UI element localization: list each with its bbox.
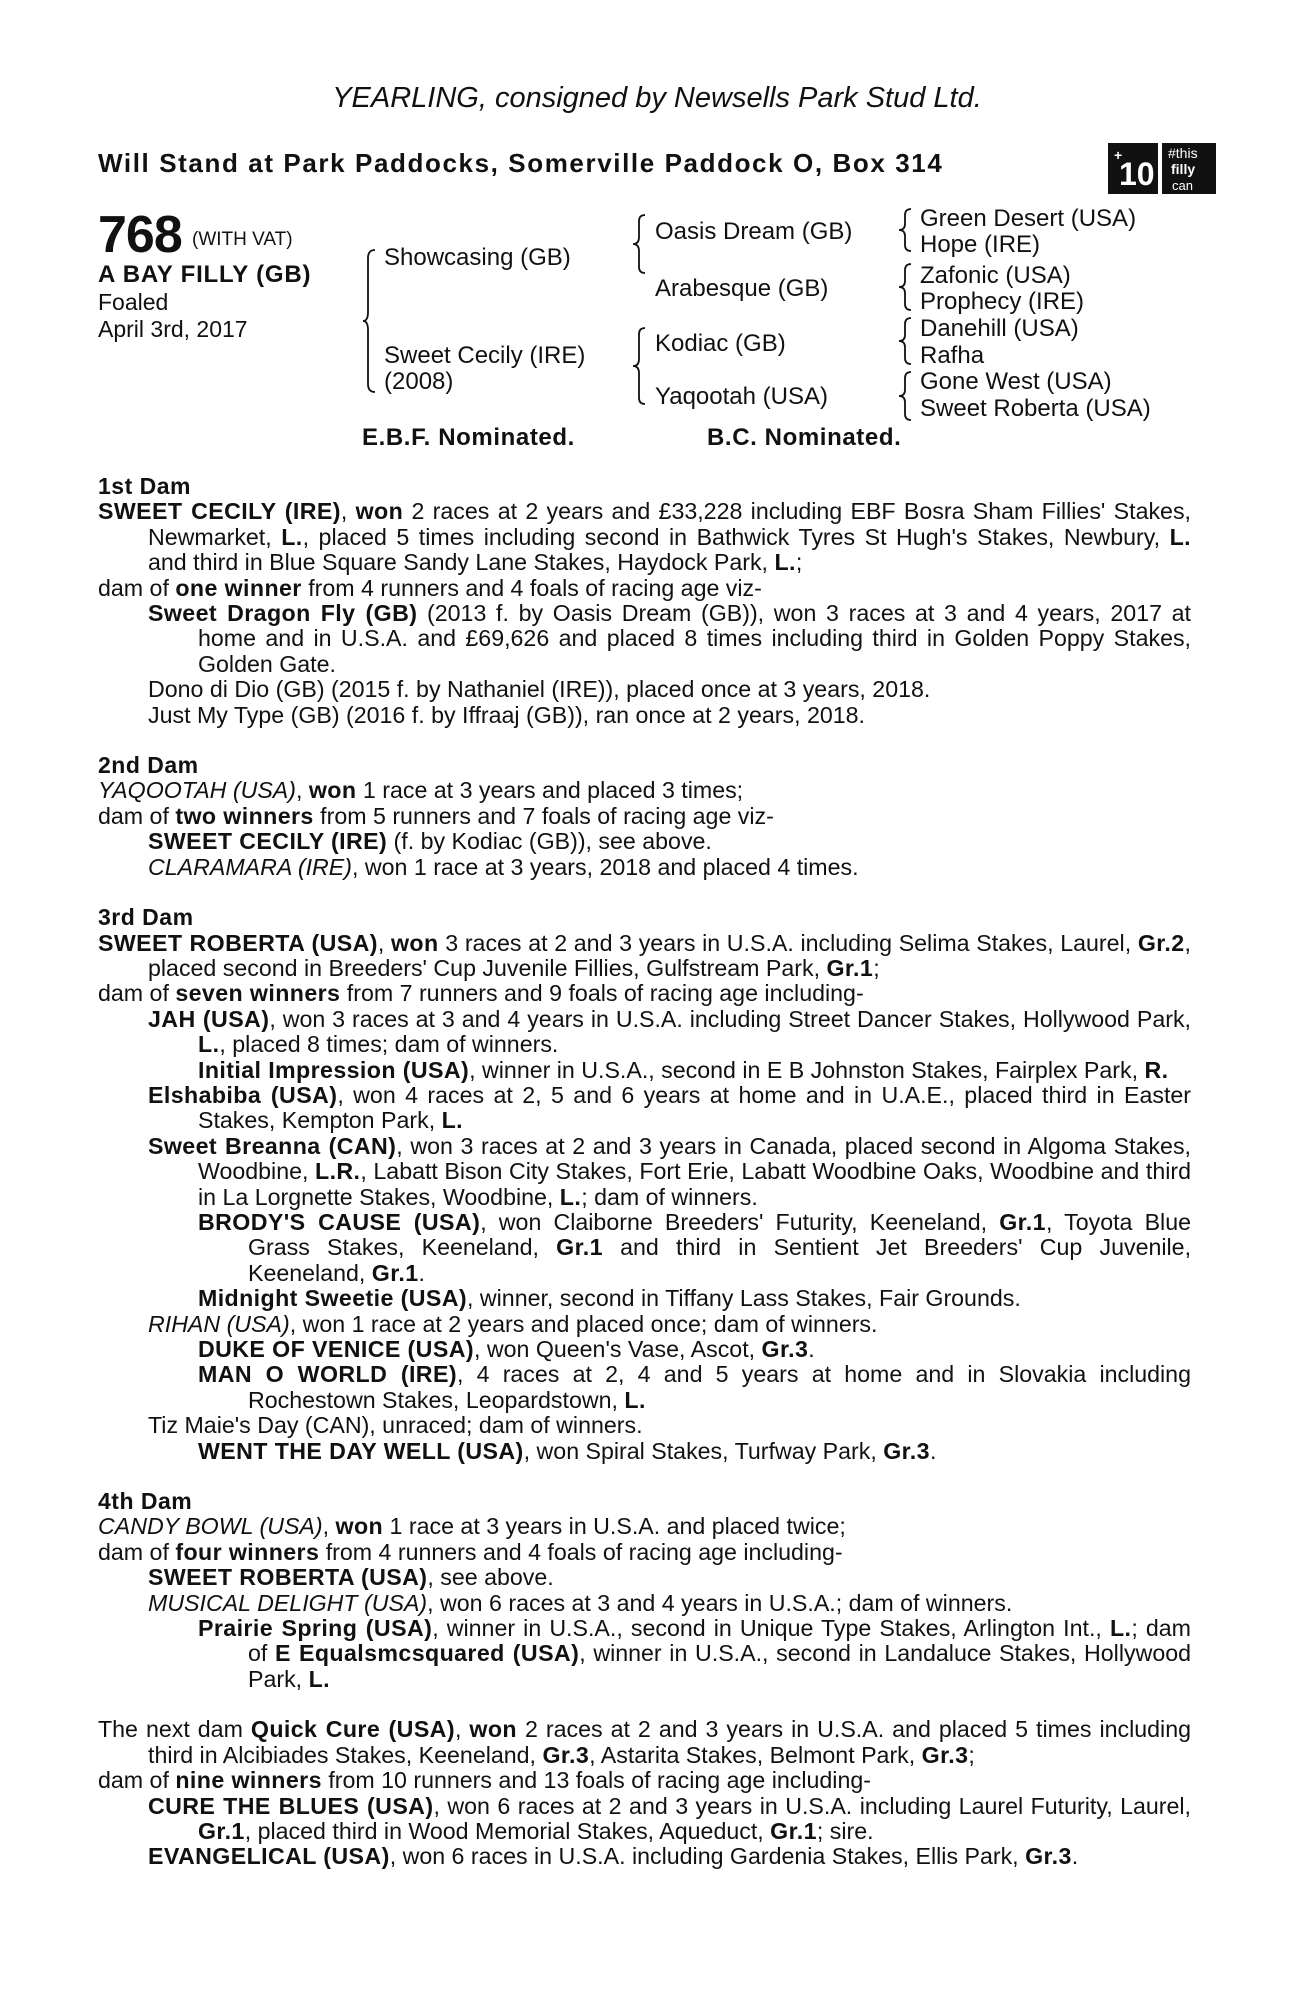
- pedigree-bracket-dam: [632, 326, 646, 406]
- fourth-dam-heading: 4th Dam: [98, 1488, 193, 1515]
- bc-nominated: B.C. Nominated.: [707, 424, 902, 451]
- sire-dam: Arabesque (GB): [655, 275, 829, 302]
- second-dam-record: YAQOOTAH (USA), won 1 race at 3 years and placed 3 times;: [98, 777, 744, 804]
- sire-sire-dam: Hope (IRE): [920, 231, 1041, 258]
- produce-entry: Midnight Sweetie (USA), winner, second in Tiffany Lass Stakes, Fair Grounds.: [198, 1285, 1021, 1312]
- produce-entry: SWEET ROBERTA (USA), see above.: [148, 1564, 554, 1591]
- pedigree-bracket-sd: [898, 262, 912, 312]
- dam-sire-dam: Rafha: [920, 342, 985, 369]
- produce-entry: CURE THE BLUES (USA), won 6 races at 2 and 3 years in U.S.A. including Laurel Futurity, Laurel, Gr.1, placed third in Wood Memorial Stakes, Aqueduct, Gr.1; sire.: [148, 1792, 1191, 1844]
- lot-name: A BAY FILLY (GB): [98, 261, 312, 288]
- produce-entry: WENT THE DAY WELL (USA), won Spiral Stakes, Turfway Park, Gr.3.: [198, 1437, 937, 1464]
- foaled-date: April 3rd, 2017: [98, 316, 248, 342]
- produce-entry: BRODY'S CAUSE (USA), won Claiborne Breeders' Futurity, Keeneland, Gr.1, Toyota Blue Grass Stakes, Keeneland, Gr.1 and third in Sentient Jet Breeders' Cup Juvenile, Keeneland, Gr.1.: [198, 1208, 1192, 1286]
- produce-entry: Just My Type (GB) (2016 f. by Iffraaj (GB)), ran once at 2 years, 2018.: [148, 701, 865, 728]
- pedigree-bracket-gen1: [362, 248, 376, 394]
- dam-dam-sire: Gone West (USA): [920, 368, 1112, 395]
- next-dam-record: The next dam Quick Cure (USA), won 2 races at 2 and 3 years in U.S.A. and placed 5 times including third in Alcibiades Stakes, Keeneland, Gr.3, Astarita Stakes, Belmont Park, Gr.3;: [98, 1716, 1191, 1768]
- produce-entry: Elshabiba (USA), won 4 races at 2, 5 and 6 years at home and in U.A.E., placed third in Easter Stakes, Kempton Park, L.: [148, 1081, 1191, 1134]
- dam-year: (2008): [384, 368, 454, 395]
- catalogue-text: [98, 474, 1191, 1870]
- svg-text:#this: #this: [1168, 145, 1198, 161]
- stand-location: Will Stand at Park Paddocks, Somerville Paddock O, Box 314: [98, 148, 944, 178]
- svg-text:+: +: [1114, 147, 1123, 163]
- third-dam-produce-summary: dam of seven winners from 7 runners and 9 foals of racing age including-: [98, 980, 864, 1007]
- produce-entry: MUSICAL DELIGHT (USA), won 6 races at 3 and 4 years in U.S.A.; dam of winners.: [148, 1589, 1013, 1616]
- produce-entry: EVANGELICAL (USA), won 6 races in U.S.A. including Gardenia Stakes, Ellis Park, Gr.3.: [148, 1843, 1079, 1870]
- sire: Showcasing (GB): [384, 244, 571, 271]
- svg-text:10: 10: [1119, 156, 1155, 192]
- sire-dam-dam: Prophecy (IRE): [920, 288, 1085, 315]
- first-dam-heading: 1st Dam: [98, 473, 191, 499]
- fourth-dam-produce-summary: dam of four winners from 4 runners and 4 foals of racing age including-: [98, 1538, 843, 1565]
- dam-sire-sire: Danehill (USA): [920, 315, 1079, 342]
- produce-entry: Sweet Dragon Fly (GB) (2013 f. by Oasis Dream (GB)), won 3 races at 3 and 4 years, 2017 at home and in U.S.A. and £69,626 and placed 8 times including third in Golden Poppy Stakes, Golden Gate.: [148, 600, 1191, 677]
- produce-entry: CLARAMARA (IRE), won 1 race at 3 years, 2018 and placed 4 times.: [148, 853, 859, 880]
- pedigree-bracket-dd: [898, 370, 912, 422]
- this-filly-can-logo: [1108, 143, 1216, 194]
- produce-entry: Sweet Breanna (CAN), won 3 races at 2 and 3 years in Canada, placed second in Algoma Stakes, Woodbine, L.R., Labatt Bison City Stakes, Fort Erie, Labatt Woodbine Oaks, Woodbine and third in La Lorgnette Stakes, Woodbine, L.; dam of winners.: [148, 1132, 1191, 1210]
- produce-entry: Tiz Maie's Day (CAN), unraced; dam of winners.: [148, 1412, 643, 1439]
- sire-dam-sire: Zafonic (USA): [920, 262, 1071, 289]
- first-dam-produce-summary: dam of one winner from 4 runners and 4 foals of racing age viz-: [98, 574, 762, 601]
- svg-text:can: can: [1172, 178, 1193, 193]
- lot-number: 768: [98, 206, 182, 264]
- pedigree-bracket-ds: [898, 316, 912, 366]
- vat-label: (WITH VAT): [192, 229, 293, 250]
- produce-entry: SWEET CECILY (IRE) (f. by Kodiac (GB)), see above.: [148, 828, 712, 855]
- dam-sire: Kodiac (GB): [655, 330, 786, 357]
- second-dam-heading: 2nd Dam: [98, 752, 199, 779]
- dam-dam: Yaqootah (USA): [655, 383, 828, 410]
- svg-text:filly: filly: [1171, 161, 1196, 177]
- first-dam-record: SWEET CECILY (IRE), won 2 races at 2 years and £33,228 including EBF Bosra Sham Fillies' Stakes, Newmarket, L., placed 5 times including second in Bathwick Tyres St Hugh's Stakes, Newbury, L. and third in Blue Square Sandy Lane Stakes, Haydock Park, L.;: [98, 498, 1191, 576]
- produce-entry: Initial Impression (USA), winner in U.S.A., second in E B Johnston Stakes, Fairplex Park, R.: [198, 1056, 1169, 1083]
- third-dam-record: SWEET ROBERTA (USA), won 3 races at 2 and 3 years in U.S.A. including Selima Stakes, Laurel, Gr.2, placed second in Breeders' Cup Juvenile Fillies, Gulfstream Park, Gr.1;: [98, 929, 1191, 981]
- sire-sire: Oasis Dream (GB): [655, 218, 853, 245]
- consignor-line: YEARLING, consigned by Newsells Park Stud Ltd.: [332, 82, 982, 114]
- next-dam-produce-summary: dam of nine winners from 10 runners and 13 foals of racing age including-: [98, 1767, 871, 1794]
- dam: Sweet Cecily (IRE): [384, 342, 586, 369]
- produce-entry: Dono di Dio (GB) (2015 f. by Nathaniel (IRE)), placed once at 3 years, 2018.: [148, 676, 931, 703]
- third-dam-heading: 3rd Dam: [98, 904, 194, 931]
- second-dam-produce-summary: dam of two winners from 5 runners and 7 foals of racing age viz-: [98, 802, 774, 829]
- produce-entry: RIHAN (USA), won 1 race at 2 years and placed once; dam of winners.: [148, 1310, 878, 1337]
- produce-entry: MAN O WORLD (IRE), 4 races at 2, 4 and 5 years at home and in Slovakia including Rochestown Stakes, Leopardstown, L.: [198, 1361, 1191, 1413]
- dam-dam-dam: Sweet Roberta (USA): [920, 395, 1151, 422]
- produce-entry: DUKE OF VENICE (USA), won Queen's Vase, Ascot, Gr.3.: [198, 1336, 815, 1362]
- produce-entry: JAH (USA), won 3 races at 3 and 4 years in U.S.A. including Street Dancer Stakes, Hollywood Park, L., placed 8 times; dam of winners.: [148, 1005, 1191, 1058]
- fourth-dam-record: CANDY BOWL (USA), won 1 race at 3 years in U.S.A. and placed twice;: [98, 1513, 846, 1540]
- ebf-nominated: E.B.F. Nominated.: [362, 424, 575, 451]
- sire-sire-sire: Green Desert (USA): [920, 205, 1137, 232]
- pedigree-bracket-sire: [632, 213, 646, 275]
- pedigree-bracket-ss: [898, 207, 912, 253]
- foaled-label: Foaled: [98, 289, 169, 315]
- produce-entry: Prairie Spring (USA), winner in U.S.A., second in Unique Type Stakes, Arlington Int., L.; dam of E Equalsmcsquared (USA), winner in U.S.A., second in Landaluce Stakes, Hollywood Park, L.: [198, 1615, 1192, 1692]
- foaled-info: [98, 289, 248, 343]
